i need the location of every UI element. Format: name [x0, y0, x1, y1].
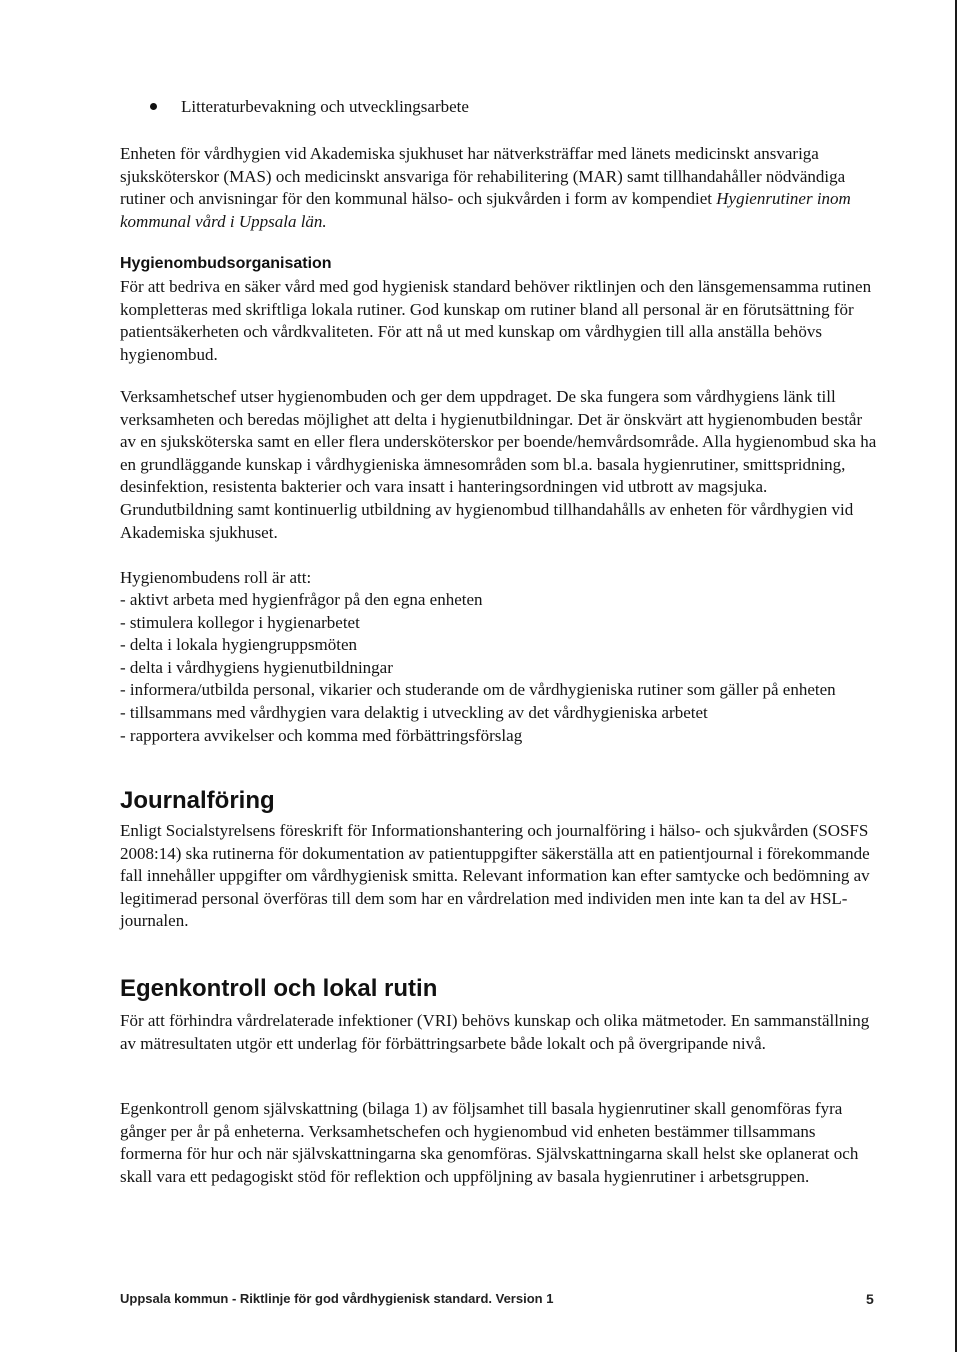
list-item: - tillsammans med vårdhygien vara delaktig i utveckling av det vårdhygieniska arbetet [120, 702, 708, 722]
roles-intro: Hygienombudens roll är att: [120, 568, 312, 587]
roles-list [120, 589, 880, 747]
list-item: - delta i vårdhygiens hygienutbildningar [120, 657, 393, 677]
bullet-text: Litteraturbevakning och utvecklingsarbete [181, 97, 469, 116]
intro-paragraph [120, 143, 880, 233]
page-number: 5 [866, 1291, 874, 1307]
scan-edge-line [955, 0, 957, 1352]
list-item: - rapportera avvikelser och komma med förbättringsförslag [120, 725, 523, 745]
list-item: - aktivt arbeta med hygienfrågor på den egna enheten [120, 590, 483, 609]
intro-text: Enheten för vårdhygien vid Akademiska sjukhuset har nätverksträffar med länets medicinskt ansvariga sjuksköterskor (MAS) och medicinskt ansvariga för rehabilitering (MAR) samt tillhandahåller nödvändiga rutiner och anvisningar för den kommunal hälso- och sjukvården i form av kompendiet [120, 144, 846, 209]
egenkontroll-paragraph-1: För att förhindra vårdrelaterade infektioner (VRI) behövs kunskap och olika mätmetoder. En sammanställning av mätresultaten utgör ett underlag för förbättringsarbete både lokalt och på övergripande nivå. [120, 1011, 870, 1053]
journalforing-paragraph: Enligt Socialstyrelsens föreskrift för Informationshantering och journalföring i hälso- och sjukvården (SOSFS 2008:14) ska rutinerna för dokumentation av patientuppgifter säkerställa att en patientjournal i förekommande fall innehåller uppgifter om vårdhygienisk smitta. Relevant information kan efter samtycke och bedömning av legitimerad personal överföras till dem som har en vårdrelation med individen men inte kan ta del av HSL-journalen. [120, 821, 870, 931]
hygienombud-paragraph-2: Verksamhetschef utser hygienombuden och ger dem uppdraget. De ska fungera som vårdhygiens länk till verksamheten och beredas möjlighet att delta i hygienutbildningar. Det är önskvärt att hygienombuden består av en sjuksköterska samt en eller flera undersköterskor per boende/hemvårdsområde. Alla hygienombud ska ha en grundläggande kunskap i vårdhygieniska ämnesområden som bl.a. basala hygienrutiner, smittspridning, desinfektion, resistenta bakterier och vara insatt i hanteringsordningen vid utbrott av magsjuka. Grundutbildning samt kontinuerlig utbildning av hygienombud tillhandahålls av enheten för vårdhygien vid Akademiska sjukhuset. [120, 387, 877, 542]
list-item: - stimulera kollegor i hygienarbetet [120, 612, 360, 632]
bullet-item [150, 96, 469, 119]
egenkontroll-heading: Egenkontroll och lokal rutin [120, 975, 438, 1002]
list-item: - informera/utbilda personal, vikarier och studerande om de vårdhygieniska rutiner som gäller på enheten [120, 680, 836, 700]
hygienombud-paragraph-1: För att bedriva en säker vård med god hygienisk standard behöver riktlinjen och den länsgemensamma rutinen kompletteras med skriftliga lokala rutiner. God kunskap om rutiner bland all personal är en förutsättning för patientsäkerheten och vårdkvaliteten. För att nå ut med kunskap om vårdhygien till alla anställa behövs hygienombud. [120, 277, 872, 364]
intro-italic-title: Hygienrutiner inom kommunal vård i Uppsala län. [120, 189, 851, 231]
hygienombud-heading: Hygienombudsorganisation [120, 255, 332, 272]
footer-text: Uppsala kommun - Riktlinje för god vårdhygienisk standard. Version 1 [120, 1291, 554, 1306]
egenkontroll-paragraph-2: Egenkontroll genom självskattning (bilaga 1) av följsamhet till basala hygienrutiner skall genomföras fyra gånger per år på enheterna. Verksamhetschefen och hygienombud vid enheten bestämmer tillsammans formerna för hur och när självskattningarna ska genomföras. Självskattningarna skall helst ske oplanerat och skall vara ett pedagogiskt stöd för reflektion och uppföljning av basala hygienrutiner i arbetsgruppen. [120, 1099, 859, 1186]
journalforing-heading: Journalföring [120, 787, 275, 814]
bullet-dot-icon [150, 103, 157, 110]
list-item: - delta i lokala hygiengruppsmöten [120, 635, 357, 655]
